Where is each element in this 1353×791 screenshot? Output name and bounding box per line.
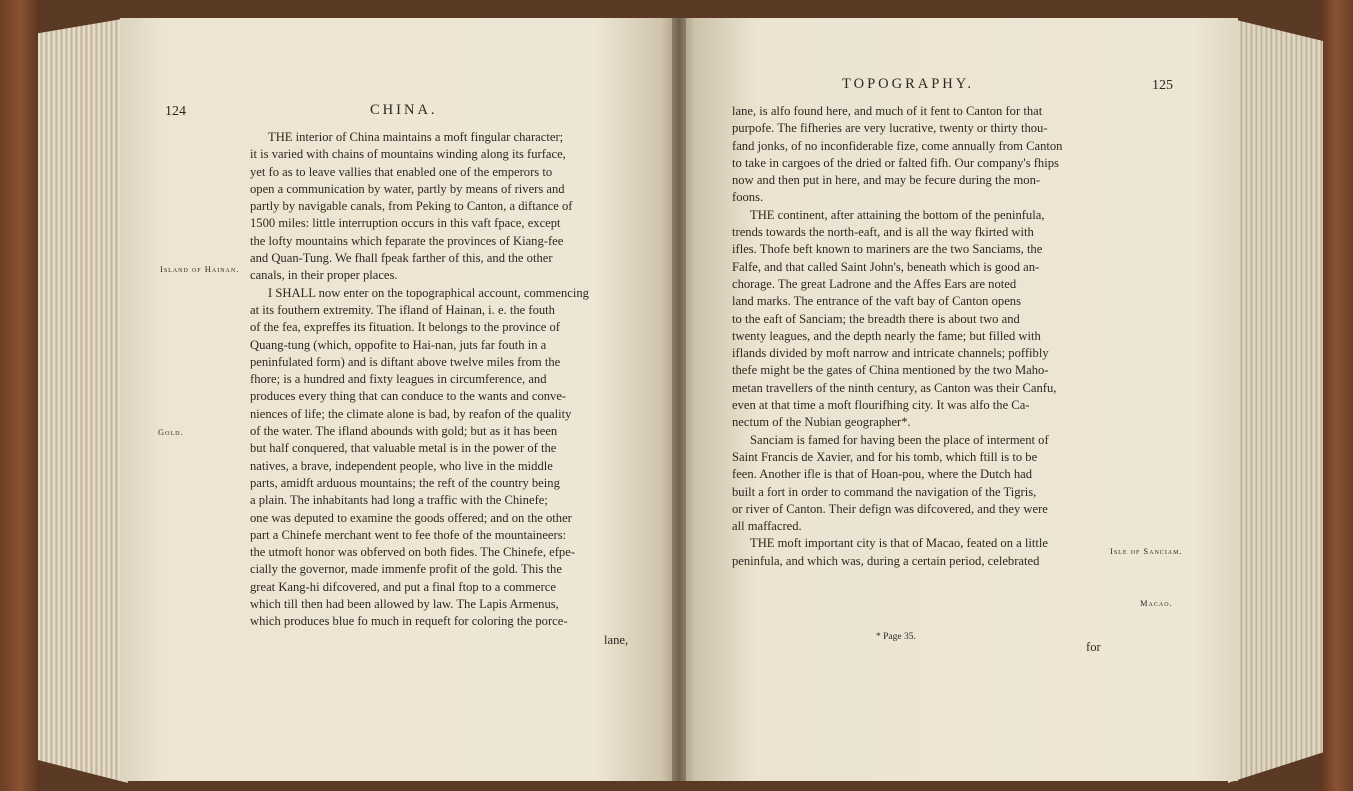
text-line: THE interior of China maintains a moft fingular character; (268, 130, 564, 144)
text-line: I SHALL now enter on the topographical account, commencing (268, 285, 589, 300)
text-line: trends towards the north-eaft, and is all the way fkirted with (732, 225, 1034, 240)
text-line: yet fo as to leave vallies that enabled one of the emperors to (250, 164, 553, 179)
right-page-number: 125 (1152, 78, 1173, 93)
text-line: but half conquered, that valuable metal is in the power of the (250, 441, 557, 456)
text-line: THE continent, after attaining the bottom of the peninfula, (750, 207, 1045, 222)
book-cover-left (0, 0, 40, 791)
text-line: even at that time a moft flourifhing city. It was alfo the Ca- (732, 398, 1030, 413)
text-line: to take in cargoes of the dried or falted fifh. Our company's fhips (732, 155, 1059, 170)
text-line: and Quan-Tung. We fhall fpeak farther of this, and the other (250, 251, 553, 266)
footnote: * Page 35. (876, 632, 916, 642)
text-line: thefe might be the gates of China mentioned by the two Maho- (732, 363, 1049, 378)
text-line: a plain. The inhabitants had long a traffic with the Chinefe; (250, 493, 548, 508)
text-line: Saint Francis de Xavier, and for his tomb, which ftill is to be (732, 449, 1038, 464)
text-line: lane, is alfo found here, and much of it fent to Canton for that (732, 104, 1043, 118)
text-line: now and then put in here, and may be fecure during the mon- (732, 173, 1041, 188)
text-line: purpofe. The fifheries are very lucrative, twenty or thirty thou- (732, 121, 1048, 136)
text-line: one was deputed to examine the goods offered; and on the other (250, 510, 572, 525)
text-line: fhore; is a hundred and fixty leagues in circumference, and (250, 372, 547, 387)
text-line: all maffacred. (732, 519, 802, 534)
text-line: niences of life; the climate alone is bad, by reafon of the quality (250, 406, 572, 421)
text-line: feen. Another ifle is that of Hoan-pou, where the Dutch had (732, 467, 1033, 482)
right-running-head: TOPOGRAPHY. (842, 76, 974, 92)
margin-note-isle-of-sanciam: Isle of Sanciam. (1110, 546, 1183, 556)
text-line: land marks. The entrance of the vaft bay of Canton opens (732, 294, 1021, 309)
text-line: THE moft important city is that of Macao, feated on a little (750, 536, 1048, 551)
right-page-body (732, 103, 1102, 570)
text-line: or river of Canton. Their defign was difcovered, and they were (732, 501, 1048, 516)
text-line: produces every thing that can conduce to the wants and conve- (250, 389, 567, 404)
text-line: the lofty mountains which feparate the provinces of Kiang-fee (250, 233, 564, 248)
margin-note-island-of-hainan: Island of Hainan. (160, 264, 240, 274)
page-edges-left (38, 18, 128, 783)
text-line: peninfula, and which was, during a certain period, celebrated (732, 553, 1040, 568)
left-page-number: 124 (165, 104, 186, 119)
text-line: 1500 miles: little interruption occurs in this vaft fpace, except (250, 216, 561, 231)
text-line: nectum of the Nubian geographer*. (732, 415, 911, 430)
text-line: partly by navigable canals, from Peking to Canton, a diftance of (250, 199, 573, 214)
text-line: twenty leagues, and the depth nearly the fame; but filled with (732, 328, 1041, 343)
text-line: the utmoft honor was obferved on both fides. The Chinefe, efpe- (250, 545, 576, 560)
text-line: which produces blue fo much in requeft for coloring the porce- (250, 614, 568, 629)
text-line: Falfe, and that called Saint John's, beneath which is good an- (732, 259, 1040, 274)
page-edges-right (1228, 18, 1323, 783)
text-line: fand jonks, of no inconfiderable fize, come annually from Canton (732, 138, 1063, 153)
left-running-head: CHINA. (370, 102, 438, 118)
text-line: to the eaft of Sanciam; the breadth there is about two and (732, 311, 1020, 326)
text-line: ifles. Thofe beft known to mariners are the two Sanciams, the (732, 242, 1043, 257)
left-catchword: lane, (604, 633, 629, 647)
text-line: natives, a brave, independent people, who live in the middle (250, 458, 553, 473)
text-line: cially the governor, made immenfe profit of the gold. This the (250, 562, 562, 577)
text-line: Quang-tung (which, oppofite to Hai-nan, juts far fouth in a (250, 337, 547, 352)
margin-note-macao: Macao. (1140, 598, 1173, 608)
text-line: foons. (732, 190, 764, 205)
text-line: of the fea, expreffes its fituation. It belongs to the province of (250, 320, 560, 335)
text-line: which till then had been allowed by law. The Lapis Armenus, (250, 597, 559, 612)
text-line: of the water. The ifland abounds with gold; but as it has been (250, 424, 558, 439)
text-line: it is varied with chains of mountains winding along its furface, (250, 147, 566, 162)
text-line: iflands divided by moft narrow and intricate channels; poffibly (732, 346, 1049, 361)
left-page-body (250, 129, 640, 631)
text-line: peninfulated form) and is diftant above twelve miles from the (250, 354, 561, 369)
right-catchword: for (1086, 640, 1101, 654)
text-line: built a fort in order to command the navigation of the Tigris, (732, 484, 1037, 499)
text-line: Sanciam is famed for having been the place of interment of (750, 432, 1049, 447)
book-gutter (672, 18, 686, 781)
book-cover-right (1319, 0, 1353, 791)
margin-note-gold: Gold. (158, 427, 184, 437)
text-line: at its fouthern extremity. The ifland of Hainan, i. e. the fouth (250, 302, 555, 317)
text-line: canals, in their proper places. (250, 268, 398, 283)
text-line: great Kang-hi difcovered, and put a final ftop to a commerce (250, 579, 556, 594)
text-line: parts, amidft arduous mountains; the reft of the country being (250, 475, 560, 490)
text-line: chorage. The great Ladrone and the Affes Ears are noted (732, 276, 1017, 291)
text-line: part a Chinefe merchant went to fee thofe of the mountaineers: (250, 527, 567, 542)
text-line: open a communication by water, partly by means of rivers and (250, 181, 565, 196)
text-line: metan travellers of the ninth century, as Canton was their Canfu, (732, 380, 1057, 395)
